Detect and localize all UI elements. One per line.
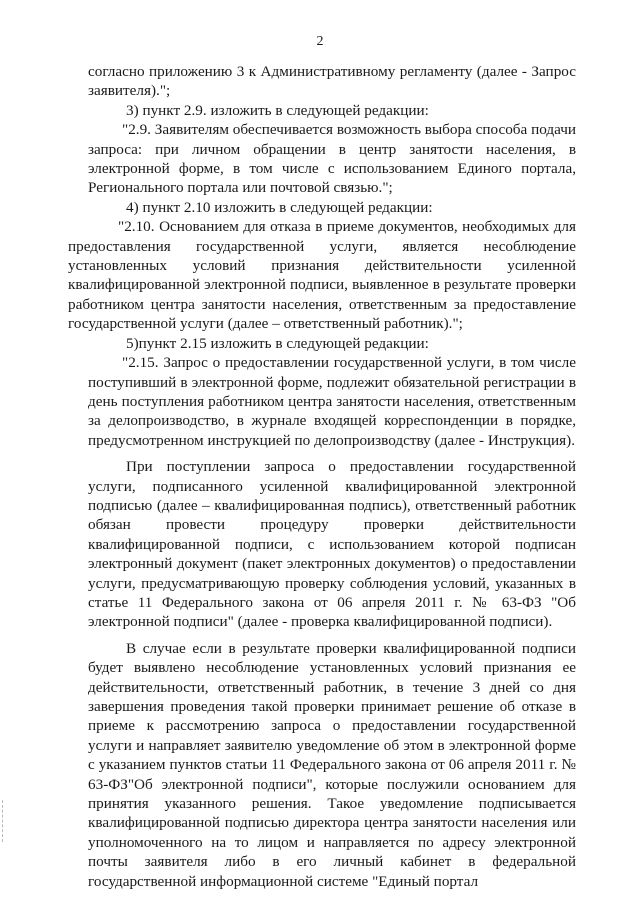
paragraph-continuation: согласно приложению 3 к Административному регламенту (далее - Запрос заявителя)."; [88,63,576,100]
scan-edge-mark [2,800,5,842]
paragraph-refusal-case: В случае если в результате проверки квалифицированной подписи будет выявлено несоблюдение установленных условий признания ее действительности, ответственный работник, в течение 3 дней со дня завершения проведения такой проверки принимает решение об отказе в приеме к рассмотрению запроса о предоставлении государственной услуги и направляет заявителю уведомление об этом в электронной форме с указанием пунктов статьи 11 Федерального закона от 06 апреля 2011 г. № 63-ФЗ"Об электронной подписи", которые послужили основанием для принятия указанного решения. Такое уведомление подписывается квалифицированной подписью директора центра занятости населения или уполномоченного на то лицом и направляется по адресу электронной почты заявителя либо в его личный кабинет в федеральной государственной информационной системе "Единый портал [88,639,576,890]
paragraph-quote-2-15: "2.15. Запрос о предоставлении государственной услуги, в том числе поступивший в электронной форме, подлежит обязательной регистрации в день поступления работником центра занятости населения, ответственным за делопроизводство, в журнале входящей корреспонденции в порядке, предусмотренном инструкцией по делопроизводству (далее - Инструкция). [88,354,576,449]
document-body [68,62,576,891]
paragraph-quote-2-9: "2.9. Заявителям обеспечивается возможность выбора способа подачи запроса: при личном обращении в центр занятости населения, в электронной форме, в том числе с использованием Единого портала, Регионального портала или почтовой связью."; [88,121,576,197]
paragraph-item-3: 3) пункт 2.9. изложить в следующей редакции: [126,101,429,119]
page-number: 2 [316,34,324,49]
paragraph-item-5: 5)пункт 2.15 изложить в следующей редакции: [126,334,429,352]
paragraph-quote-2-10: "2.10. Основанием для отказа в приеме документов, необходимых для предоставления государственной услуги, является несоблюдение установленных условий признания действительности усиленной квалифицированной электронной подписи, выявленное в результате проверки работником центра занятости населения, ответственным за предоставление государственной услуги (далее – ответственный работник)."; [68,218,576,333]
paragraph-signature-check: При поступлении запроса о предоставлении государственной услуги, подписанного усиленной квалифицированной электронной подписью (далее – квалифицированная подпись), ответственный работник обязан провести процедуру проверки действительности квалифицированной подписи, с использованием которой подписан электронный документ (пакет электронных документов) о предоставлении услуги, предусматривающую проверку соблюдения условий, указанных в статье 11 Федерального закона от 06 апреля 2011 г. № 63-ФЗ "Об электронной подписи" (далее - проверка квалифицированной подписи). [88,458,576,631]
paragraph-item-4: 4) пункт 2.10 изложить в следующей редакции: [126,198,433,216]
